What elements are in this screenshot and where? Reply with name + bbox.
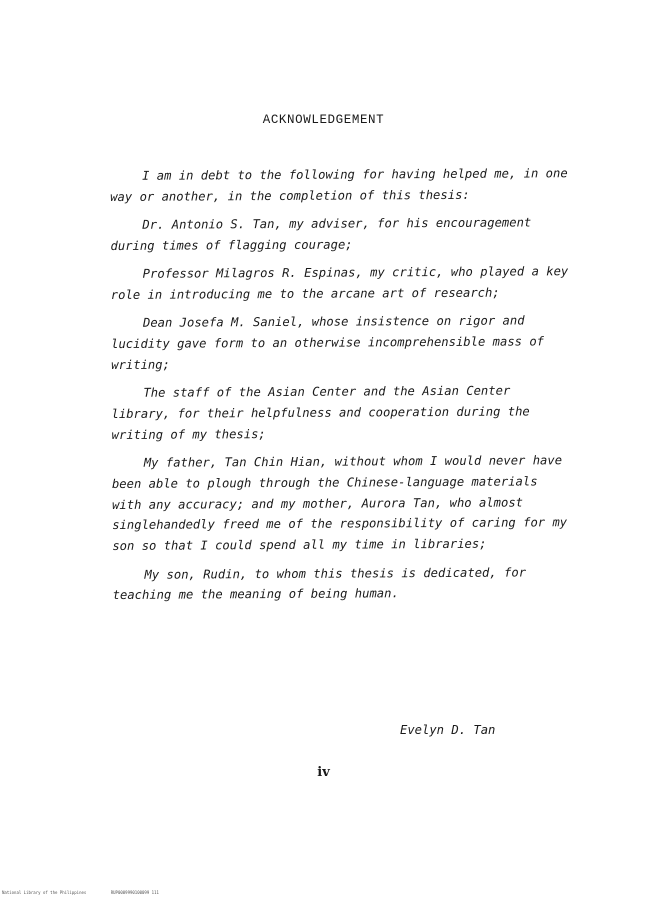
paragraph-adviser: Dr. Antonio S. Tan, my adviser, for his encouragement during times of flagging courage;: [110, 215, 532, 253]
scan-footer: [2, 890, 181, 895]
page-number: iv: [317, 765, 330, 780]
acknowledgement-body: [110, 163, 573, 613]
paragraph-son: My son, Rudin, to whom this thesis is dedicated, for teaching me the meaning of being human.: [112, 565, 527, 603]
paragraph-parents: My father, Tan Chin Hian, without whom I would never have been able to plough through the Chinese-language materials with any accuracy; and my mother, Aurora Tan, who almost singlehandedly freed me of the responsibility of caring for my son so that I could spend all my time in libraries;: [111, 453, 568, 554]
paragraph-critic: Professor Milagros R. Espinas, my critic, who played a key role in introducing me to the arcane art of research;: [110, 264, 569, 302]
paragraph-dean: Dean Josefa M. Saniel, whose insistence on rigor and lucidity gave form to an otherwise incomprehensible mass of writing;: [111, 313, 545, 372]
footer-scan-id: RUP0009990100099 111: [110, 890, 159, 895]
signature: Evelyn D. Tan: [400, 723, 496, 737]
footer-library-name: National Library of the Philippines: [2, 890, 87, 895]
paragraph-intro: I am in debt to the following for having helped me, in one way or another, in the completion of this thesis:: [110, 166, 568, 204]
page-title: ACKNOWLEDGEMENT: [262, 113, 385, 127]
paragraph-staff: The staff of the Asian Center and the Asian Center library, for their helpfulness and cooperation during the writing of my thesis;: [111, 383, 530, 442]
